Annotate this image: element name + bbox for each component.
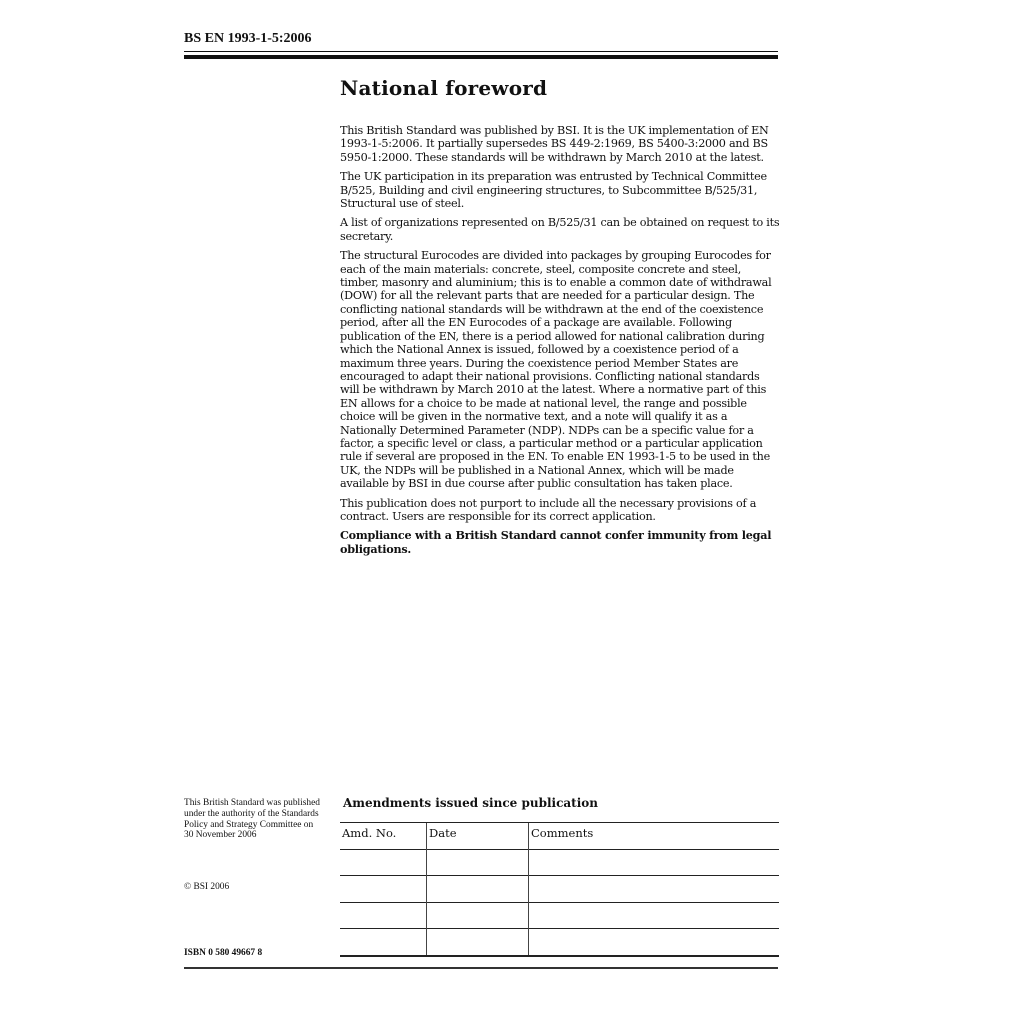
paragraph: This publication does not purport to include all the necessary provisions of a contract. Users are responsible for its correct application. <box>340 496 757 523</box>
table-row <box>340 849 779 876</box>
foreword-body <box>340 124 780 562</box>
table-row <box>340 929 779 956</box>
table-row <box>340 902 779 929</box>
amendments-title: Amendments issued since publication <box>343 796 598 810</box>
paragraph: The UK participation in its preparation was entrusted by Technical Committee B/525, Building and civil engineering structures, to Subcommittee B/525/31, Structural use of steel. <box>340 170 767 211</box>
paragraph: This British Standard was published by BSI. It is the UK implementation of EN 1993-1-5:2006. It partially supersedes BS 449-2:1969, BS 5400-3:2000 and BS 5950-1:2000. These standards will be withdrawn by March 2010 at the latest. <box>340 124 769 164</box>
paragraph: The structural Eurocodes are divided into packages by grouping Eurocodes for each of the main materials: concrete, steel, composite concrete and steel, timber, masonry and aluminium; this is to enable a common date of withdrawal (DOW) for all the relevant parts that are needed for a particular design. The conflicting national standards will be withdrawn at the end of the coexistence period, after all the EN Eurocodes of a package are available. Following publication of the EN, there is a period allowed for national calibration during which the National Annex is issued, followed by a coexistence period of a maximum three years. During the coexistence period Member States are encouraged to adapt their national provisions. Conflicting national standards will be withdrawn by March 2010 at the latest. Where a normative part of this EN allows for a choice to be made at national level, the range and possible choice will be given in the normative text, and a note will qualify it as a Nationally Determined Parameter (NDP). NDPs can be a specific value for a factor, a specific level or class, a particular method or a particular application rule if several are proposed in the EN. To enable EN 1993-1-5 to be used in the UK, the NDPs will be published in a National Annex, which will be made available by BSI in due course after public consultation has taken place. <box>340 249 772 491</box>
table-header-row <box>340 823 779 850</box>
copyright: © BSI 2006 <box>184 882 230 892</box>
amendments-table <box>340 822 779 957</box>
document-id-header: BS EN 1993-1-5:2006 <box>184 31 312 46</box>
column-header: Amd. No. <box>342 826 397 840</box>
page-title: National foreword <box>340 76 548 100</box>
authority-note: This British Standard was published under the authority of the Standards Policy and Strategy Committee on 30 November 2006 <box>184 798 320 841</box>
table-row <box>340 876 779 903</box>
paragraph: A list of organizations represented on B/525/31 can be obtained on request to its secretary. <box>340 216 780 243</box>
column-header: Date <box>429 826 457 840</box>
header-rule-thick <box>184 55 778 59</box>
footer-rule <box>184 967 778 969</box>
compliance-statement: Compliance with a British Standard cannot confer immunity from legal obligations. <box>340 528 772 556</box>
column-header: Comments <box>531 826 594 840</box>
isbn: ISBN 0 580 49667 8 <box>184 948 263 958</box>
header-rule-thin <box>184 51 778 52</box>
